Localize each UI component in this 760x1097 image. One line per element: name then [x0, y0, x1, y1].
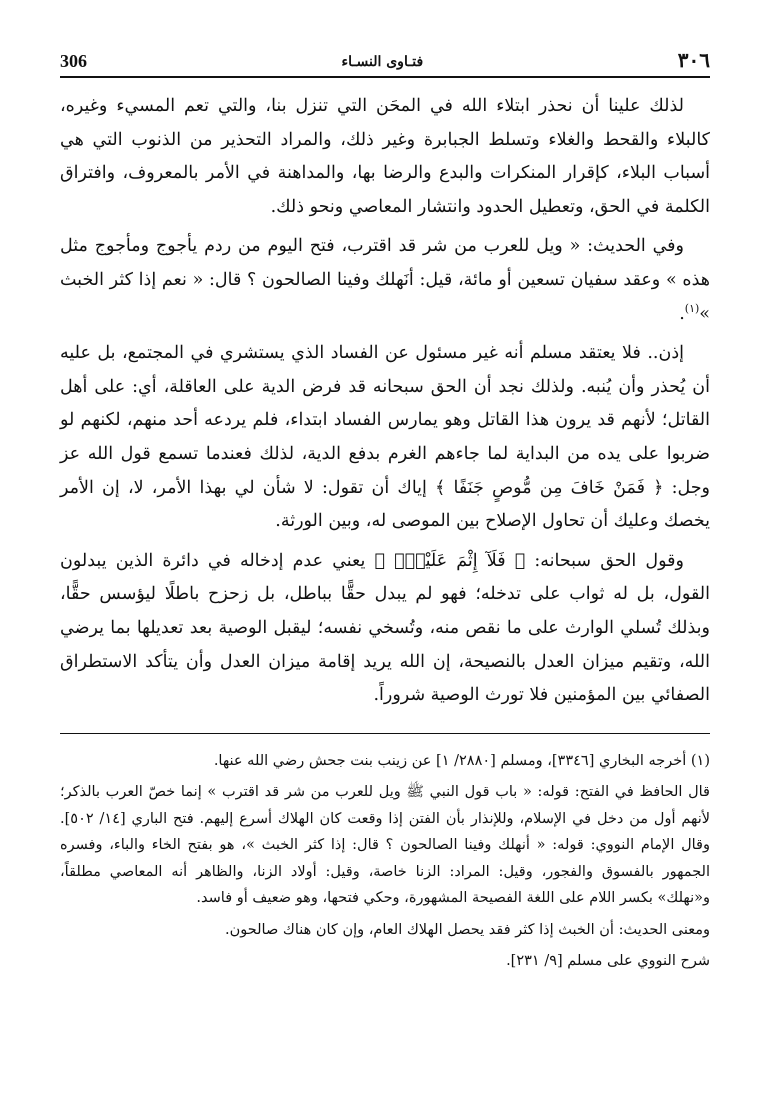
paragraph-2	[60, 230, 710, 331]
hadith-text: وفي الحديث: « ويل للعرب من شر قد اقترب، فتح اليوم من ردم يأجوج ومأجوج مثل هذه » وعقد سفيان تسعين أو مائة، قيل: أنَهلك وفينا الصالحون ؟ قال: « نعم إذا كثر الخبث »	[60, 236, 710, 324]
book-page	[60, 40, 710, 980]
paragraph-3: إذن.. فلا يعتقد مسلم أنه غير مسئول عن الفساد الذي يستشري في المجتمع، بل عليه أن يُحذر وأن يُنبه. ولذلك نجد أن الحق سبحانه قد فرض الدية على العاقلة، أي: على أهل القاتل؛ لأنهم قد يرون هذا القاتل وهو يمارس الفساد ابتداء، فلم يردعه أحد منهم، لكنهم لو ضربوا على يده من البداية لما جاءهم الغرم بدفع الدية، لذلك فعندما تسمع قول الله عز وجل: ﴿ فَمَنْ خَافَ مِن مُّوصٍ جَنَفًا ﴾ إياك أن تقول: لا شأن لي بهذا الأمر، لا، إن الأمر يخصك وعليك أن تحاول الإصلاح بين الموصى له، وبين الورثة.	[60, 343, 710, 532]
running-title: فتـاوى النسـاء	[341, 54, 424, 70]
page-number-latin: 306	[60, 51, 87, 71]
footnote-separator	[60, 733, 710, 734]
footnote-meaning: ومعنى الحديث: أن الخبث إذا كثر فقد يحصل الهلاك العام، وإن كان هناك صالحون.	[225, 921, 710, 938]
page-number-arabic: ٣٠٦	[677, 48, 710, 72]
paragraph-1: لذلك علينا أن نحذر ابتلاء الله في المحَن التي تنزل بنا، والتي تعم المسيء وغيره، كالبلاء والقحط والغلاء وتسلط الجبابرة وغير ذلك، والمراد التحذير من الذنوب التي هي أسباب البلاء، كإقرار المنكرات والبدع والرضا بها، والمداهنة في الأمر بالمعروف، وافتراق الكلمة في الحق، وتعطيل الحدود وانتشار المعاصي ونحو ذلك.	[60, 96, 710, 217]
footnote-ref[interactable]: (١)	[684, 301, 700, 315]
paragraph-2-end: .	[679, 303, 685, 324]
footnote-source: شرح النووي على مسلم [٩/ ٢٣١].	[506, 953, 710, 970]
footnote-commentary: قال الحافظ في الفتح: قوله: « باب قول النبي ﷺ ويل للعرب من شر قد اقترب » إنما خصّ العرب بالذكر؛ لأنهم أول من دخل في الإسلام، وللإنذار بأن الفتن إذا وقعت كان الهلاك أسرع إليهم. فتح الباري [١٤/ ٥٠٢]. وقال الإمام النووي: قوله: « أنهلك وفينا الصالحون ؟ قال: إذا كثر الخبث »، هو بفتح الخاء والباء، وفسره الجمهور بالفسوق والفجور، وقيل: المراد: الزنا خاصة، وقيل: أولاد الزنا، والظاهر أنه المعاصي مطلقاً، و«نهلك» بكسر اللام على اللغة الفصيحة المشهورة، وحكي فتحها، وهو ضعيف أو فاسد.	[60, 784, 710, 907]
footnote-1: (١) أخرجه البخاري [٣٣٤٦]، ومسلم [٢٨٨٠/ ١] عن زينب بنت جحش رضي الله عنها.	[213, 752, 710, 769]
footnotes	[60, 748, 710, 975]
main-text	[60, 90, 710, 713]
page-header	[60, 40, 710, 78]
paragraph-4: وقول الحق سبحانه: ﴿ فَلَآ إِثْمَ عَلَيْهِۚ ﴾ يعني عدم إدخاله في دائرة الذين يبدلون القول، بل له ثواب على تدخله؛ فهو لم يبدل حقًّا بباطل، بل زحزح باطلًا ليؤسس حقًّا، وبذلك تُسلي الوارث على ما نقص منه، وتُسخي نفسه؛ ليقبل الوصية بعد تعديلها بما يرضي الله، وتقيم ميزان العدل بالنصيحة، إن الله يريد إقامة ميزان العدل وأن يتأكد الاستطراق الصفائي بين المؤمنين فلا تورث الوصية شروراً.	[60, 550, 710, 706]
